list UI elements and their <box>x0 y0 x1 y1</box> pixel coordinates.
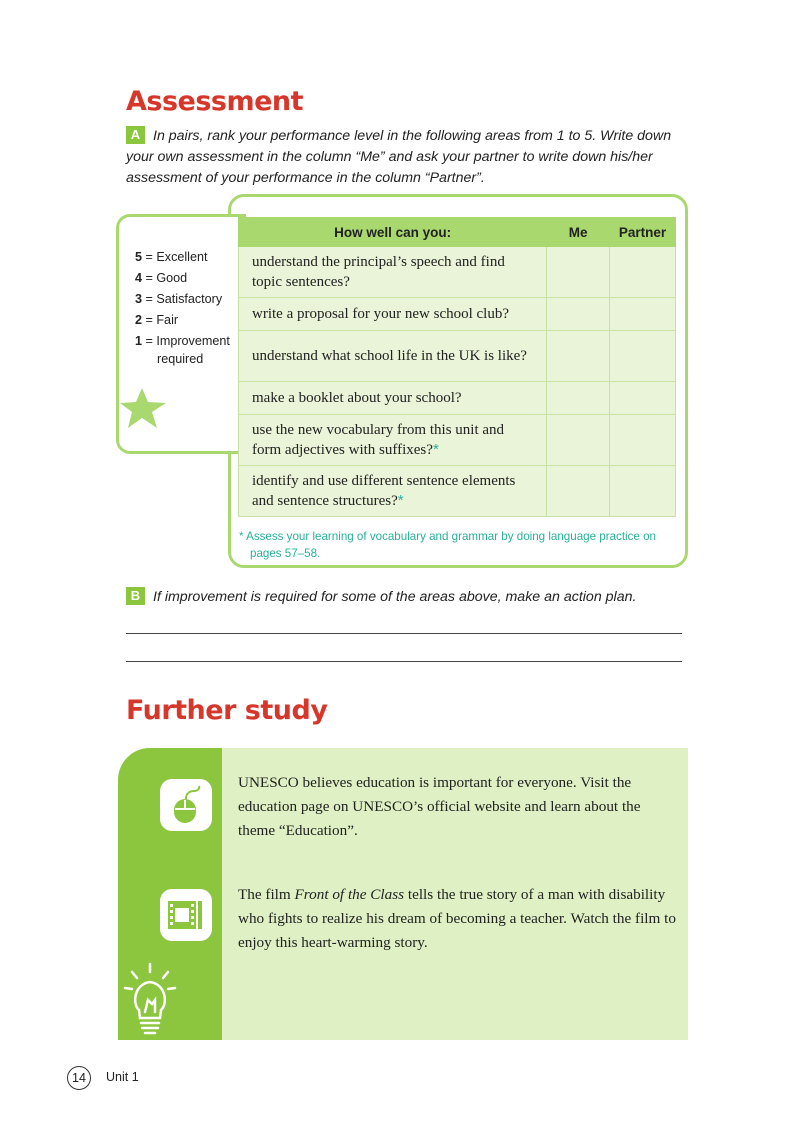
label-a-badge: A <box>126 126 145 144</box>
scale-item: 3 = Satisfactory <box>135 292 223 306</box>
partner-cell[interactable] <box>610 415 676 466</box>
further-study-heading: Further study <box>126 695 328 726</box>
instruction-a-text: In pairs, rank your performance level in the following areas from 1 to 5. Write down your own assessment in the column “Me” and ask your partner to write down his/her assessment of your performance in the column “Partner”. <box>126 128 672 186</box>
partner-cell[interactable] <box>610 331 676 382</box>
answer-line[interactable] <box>126 633 682 634</box>
table-row <box>239 382 676 415</box>
partner-cell[interactable] <box>610 298 676 331</box>
page-number: 14 <box>67 1066 91 1090</box>
assessment-table <box>238 217 676 517</box>
me-cell[interactable] <box>547 415 610 466</box>
skill-cell: understand what school life in the UK is like? <box>239 331 547 382</box>
scale-item: 2 = Fair <box>135 313 179 327</box>
partner-cell[interactable] <box>610 382 676 415</box>
me-cell[interactable] <box>547 298 610 331</box>
header-how-well: How well can you: <box>239 218 547 247</box>
label-b-badge: B <box>126 587 145 605</box>
scale-item: 1 = Improvement required <box>135 334 230 366</box>
table-header-row <box>239 218 676 247</box>
table-row <box>239 331 676 382</box>
rating-scale <box>135 247 230 367</box>
film-title: Front of the Class <box>294 886 405 903</box>
further-study-item-website: UNESCO believes education is important for everyone. Visit the education page on UNESCO’s official website and learn about the theme “Education”. <box>238 774 641 839</box>
unit-label: Unit 1 <box>106 1070 139 1084</box>
me-cell[interactable] <box>547 466 610 517</box>
table-row <box>239 247 676 298</box>
table-footnote: * Assess your learning of vocabulary and grammar by doing language practice on pages 57–58. <box>239 530 656 560</box>
instruction-b-text: If improvement is required for some of the areas above, make an action plan. <box>153 589 637 605</box>
scale-item: 5 = Excellent <box>135 250 208 264</box>
table-row <box>239 298 676 331</box>
instruction-b <box>126 587 696 608</box>
skill-cell: identify and use different sentence elements and sentence structures?* <box>239 466 547 517</box>
film-icon <box>160 889 212 941</box>
me-cell[interactable] <box>547 247 610 298</box>
instruction-a <box>126 126 696 189</box>
scale-item: 4 = Good <box>135 271 188 285</box>
assessment-heading: Assessment <box>126 86 304 117</box>
header-me: Me <box>547 218 610 247</box>
skill-cell: make a booklet about your school? <box>239 382 547 415</box>
answer-line[interactable] <box>126 661 682 662</box>
partner-cell[interactable] <box>610 466 676 517</box>
skill-cell: understand the principal’s speech and find topic sentences? <box>239 247 547 298</box>
skill-cell: use the new vocabulary from this unit and form adjectives with suffixes?* <box>239 415 547 466</box>
me-cell[interactable] <box>547 382 610 415</box>
star-icon <box>120 386 170 430</box>
mouse-icon <box>160 779 212 831</box>
table-row <box>239 415 676 466</box>
skill-cell: write a proposal for your new school club? <box>239 298 547 331</box>
header-partner: Partner <box>610 218 676 247</box>
lightbulb-icon <box>122 960 178 1040</box>
me-cell[interactable] <box>547 331 610 382</box>
table-row <box>239 466 676 517</box>
further-study-item-film: The film Front of the Class tells the true story of a man with disability who fights to realize his dream of becoming a teacher. Watch the film to enjoy this heart-warming story. <box>238 886 676 951</box>
partner-cell[interactable] <box>610 247 676 298</box>
